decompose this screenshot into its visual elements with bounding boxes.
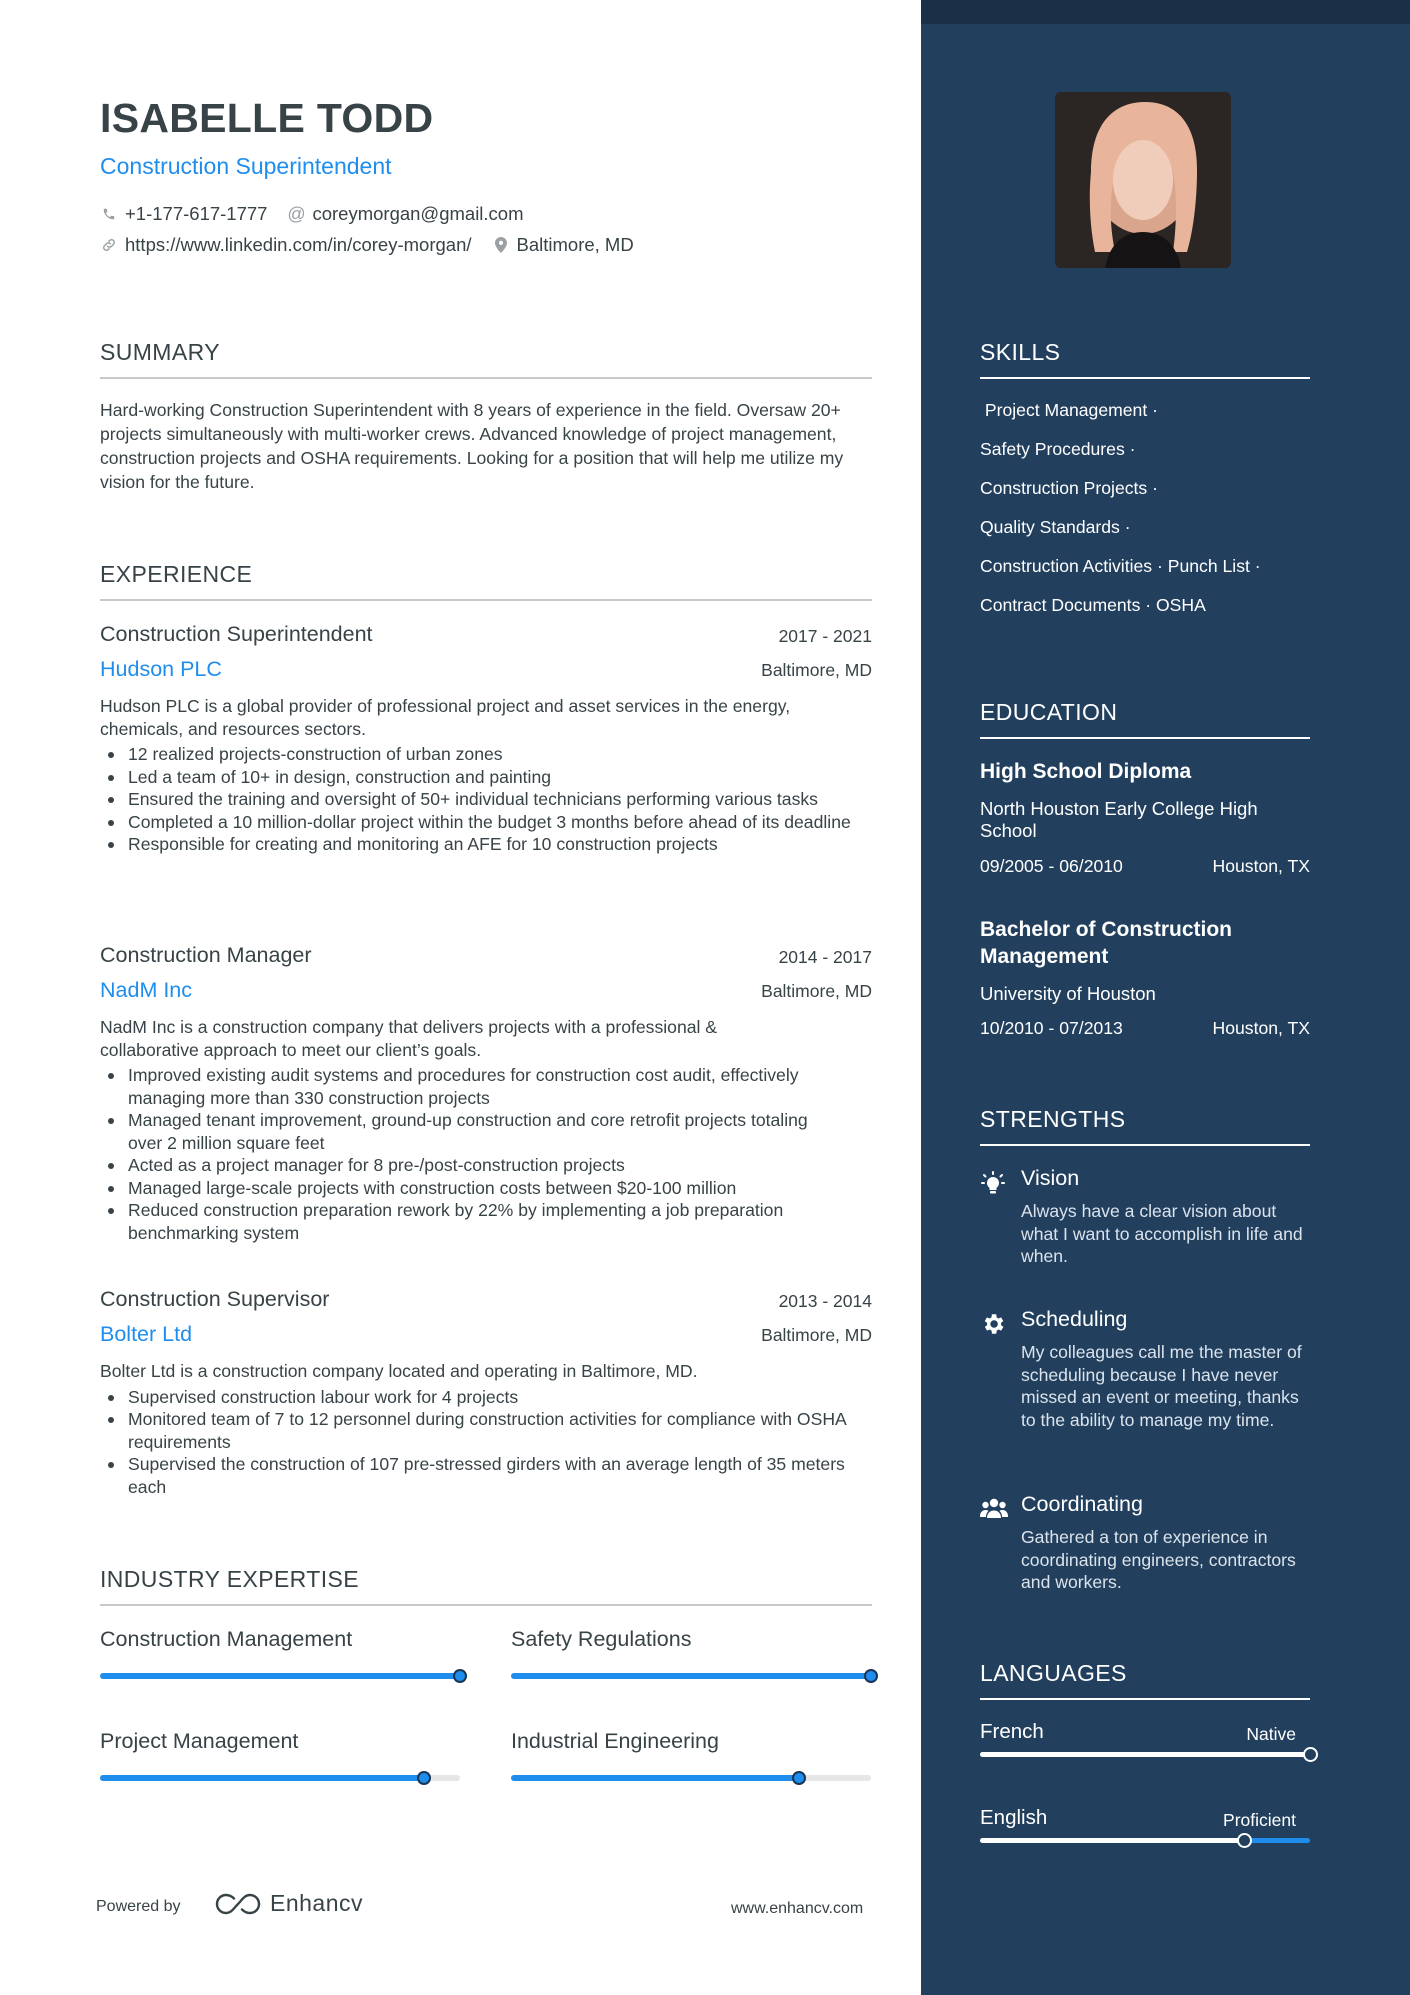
job-company: Hudson PLC	[100, 657, 222, 681]
strength-description: Gathered a ton of experience in coordinating engineers, contractors and workers.	[1021, 1527, 1296, 1592]
candidate-name: ISABELLE TODD	[100, 95, 434, 141]
job-description	[100, 1016, 872, 1244]
job-title: Construction Superintendent	[100, 622, 373, 646]
job-description	[100, 695, 872, 856]
strength-description: My colleagues call me the master of scheduling because I have never missed an event or meeting, thanks to the ability to manage my time.	[1021, 1342, 1302, 1430]
job-company: NadM Inc	[100, 978, 193, 1002]
education-section	[980, 699, 1310, 739]
job-bullet: Reduced construction preparation rework by 22% by implementing a job preparation benchmarking system	[100, 1199, 872, 1244]
skill-line: Construction Activities · Punch List ·	[980, 556, 1261, 576]
phone-contact[interactable]	[100, 203, 267, 225]
language-level: Native	[1246, 1724, 1296, 1744]
sidebar	[921, 0, 1410, 1995]
expertise-bar-fill	[511, 1775, 799, 1781]
job-bullet: Ensured the training and oversight of 50+ individual technicians performing various tasks	[100, 788, 872, 811]
job-location: Baltimore, MD	[761, 1325, 872, 1345]
education-degree: High School Diploma	[980, 760, 1192, 783]
education-location: Houston, TX	[1212, 856, 1310, 876]
at-icon: @	[287, 203, 306, 224]
job-bullet: 12 realized projects-construction of urban zones	[100, 743, 872, 766]
job-company: Bolter Ltd	[100, 1322, 193, 1346]
phone-text: +1-177-617-1777	[125, 203, 268, 224]
job-bullet: Monitored team of 7 to 12 personnel during construction activities for compliance with OSHA requirements	[100, 1408, 872, 1453]
education-school: North Houston Early College High School	[980, 798, 1258, 841]
enhancv-brand: Enhancv	[270, 1890, 364, 1916]
expertise-item	[100, 1627, 460, 1652]
expertise-label: Construction Management	[100, 1627, 353, 1651]
job-entry	[100, 943, 872, 1253]
job-company-description: Bolter Ltd is a construction company located and operating in Baltimore, MD.	[100, 1361, 698, 1381]
skill-line: Quality Standards ·	[980, 517, 1131, 537]
summary-text: Hard-working Construction Superintendent with 8 years of experience in the field. Oversaw 20+ projects simultaneously with multi-worker crews. Advanced knowledge of project management, construction projects and OSHA requirements. Looking for a position that will help me utilize my vision for the future.	[100, 400, 844, 492]
languages-heading: LANGUAGES	[980, 1660, 1310, 1700]
language-level: Proficient	[1223, 1810, 1296, 1830]
expertise-bar-fill	[100, 1673, 460, 1679]
email-contact[interactable]	[287, 203, 523, 225]
experience-heading: EXPERIENCE	[100, 561, 872, 601]
strength-item	[980, 1307, 1310, 1457]
link-icon	[100, 236, 118, 254]
skill-line: Safety Procedures ·	[980, 439, 1136, 459]
summary-section	[100, 339, 872, 379]
linkedin-contact[interactable]	[100, 234, 472, 256]
expertise-bar-knob	[453, 1669, 467, 1683]
job-bullet: Managed tenant improvement, ground-up construction and core retrofit projects totaling over 2 million square feet	[100, 1109, 872, 1154]
job-bullet: Supervised construction labour work for 4 projects	[100, 1386, 872, 1409]
skill-line: Construction Projects ·	[980, 478, 1158, 498]
job-title: Construction Supervisor	[100, 1287, 330, 1311]
contact-row-1	[100, 203, 544, 225]
job-bullet: Managed large-scale projects with construction costs between $20-100 million	[100, 1177, 872, 1200]
summary-heading: SUMMARY	[100, 339, 872, 379]
strengths-section	[980, 1106, 1310, 1146]
job-bullets	[100, 1064, 872, 1244]
job-description	[100, 1360, 872, 1498]
expertise-bar-fill	[100, 1775, 424, 1781]
strength-item	[980, 1166, 1310, 1266]
education-location: Houston, TX	[1212, 1018, 1310, 1038]
language-item	[980, 1806, 1310, 1856]
job-bullet: Improved existing audit systems and procedures for construction cost audit, effectively managing more than 330 construction projects	[100, 1064, 872, 1109]
skill-line: Project Management ·	[980, 400, 1158, 420]
language-name: French	[980, 1720, 1044, 1743]
expertise-heading: INDUSTRY EXPERTISE	[100, 1566, 872, 1606]
expertise-item	[511, 1729, 871, 1754]
linkedin-text: https://www.linkedin.com/in/corey-morgan/	[125, 234, 472, 255]
education-school: University of Houston	[980, 983, 1156, 1004]
language-name: English	[980, 1806, 1048, 1829]
language-bar	[980, 1838, 1310, 1843]
phone-icon	[100, 205, 118, 223]
location-pin-icon	[492, 236, 510, 254]
strength-title: Coordinating	[1021, 1492, 1143, 1516]
job-location: Baltimore, MD	[761, 660, 872, 680]
expertise-bar	[100, 1775, 460, 1781]
strength-description: Always have a clear vision about what I want to accomplish in life and when.	[1021, 1201, 1303, 1266]
job-bullets	[100, 743, 872, 856]
job-bullet: Led a team of 10+ in design, construction and painting	[100, 766, 872, 789]
job-title: Construction Manager	[100, 943, 312, 967]
job-bullet: Completed a 10 million-dollar project within the budget 3 months before ahead of its deadline	[100, 811, 872, 834]
enhancv-logo-icon	[214, 1892, 262, 1916]
strengths-heading: STRENGTHS	[980, 1106, 1310, 1146]
education-dates: 09/2005 - 06/2010	[980, 856, 1123, 876]
expertise-bar-knob	[864, 1669, 878, 1683]
strength-item	[980, 1492, 1310, 1592]
expertise-bar	[511, 1673, 871, 1679]
enhancv-logo[interactable]	[214, 1890, 363, 1917]
contact-row-2	[100, 234, 654, 256]
experience-section	[100, 561, 872, 601]
job-location: Baltimore, MD	[761, 981, 872, 1001]
language-item	[980, 1720, 1310, 1770]
skills-heading: SKILLS	[980, 339, 1310, 379]
job-company-description: Hudson PLC is a global provider of professional project and asset services in the energy, chemicals, and resources sectors.	[100, 696, 791, 739]
language-bar-knob	[1303, 1747, 1318, 1762]
job-dates: 2014 - 2017	[778, 947, 872, 967]
expertise-bar-knob	[792, 1771, 806, 1785]
job-company-description: NadM Inc is a construction company that delivers projects with a professional & collaborative approach to meet our client’s goals.	[100, 1017, 718, 1060]
expertise-bar-fill	[511, 1673, 871, 1679]
lightbulb-icon	[980, 1170, 1008, 1198]
language-bar-knob	[1237, 1833, 1252, 1848]
expertise-section	[100, 1566, 872, 1606]
job-entry	[100, 1287, 872, 1507]
enhancv-url[interactable]: www.enhancv.com	[731, 1900, 864, 1917]
skills-section	[980, 339, 1310, 379]
language-bar	[980, 1752, 1310, 1757]
expertise-bar	[100, 1673, 460, 1679]
team-icon	[980, 1496, 1008, 1524]
skill-line: Contract Documents · OSHA	[980, 595, 1206, 615]
job-dates: 2017 - 2021	[778, 626, 872, 646]
expertise-label: Safety Regulations	[511, 1627, 692, 1651]
candidate-title: Construction Superintendent	[100, 153, 392, 179]
job-bullet: Responsible for creating and monitoring an AFE for 10 construction projects	[100, 833, 872, 856]
expertise-bar	[511, 1775, 871, 1781]
expertise-label: Project Management	[100, 1729, 299, 1753]
education-heading: EDUCATION	[980, 699, 1310, 739]
language-bar-fill	[980, 1752, 1310, 1757]
job-bullet: Supervised the construction of 107 pre-stressed girders with an average length of 35 meters each	[100, 1453, 872, 1498]
strength-title: Scheduling	[1021, 1307, 1128, 1331]
powered-by-text: Powered by	[96, 1898, 181, 1915]
sidebar-top-strip	[921, 0, 1410, 24]
job-entry	[100, 622, 872, 912]
location-text: Baltimore, MD	[516, 234, 634, 255]
expertise-item	[100, 1729, 460, 1754]
education-dates: 10/2010 - 07/2013	[980, 1018, 1123, 1038]
expertise-item	[511, 1627, 871, 1652]
email-text: coreymorgan@gmail.com	[312, 203, 524, 224]
gear-icon	[980, 1311, 1008, 1339]
job-bullet: Acted as a project manager for 8 pre-/post-construction projects	[100, 1154, 872, 1177]
expertise-label: Industrial Engineering	[511, 1729, 719, 1753]
location-contact	[492, 234, 634, 256]
strength-title: Vision	[1021, 1166, 1080, 1190]
expertise-bar-knob	[417, 1771, 431, 1785]
job-bullets	[100, 1386, 872, 1499]
education-degree: Bachelor of Construction Management	[980, 918, 1233, 968]
job-dates: 2013 - 2014	[778, 1291, 872, 1311]
language-bar-fill	[980, 1838, 1244, 1843]
profile-photo	[1055, 92, 1231, 268]
languages-section	[980, 1660, 1310, 1700]
